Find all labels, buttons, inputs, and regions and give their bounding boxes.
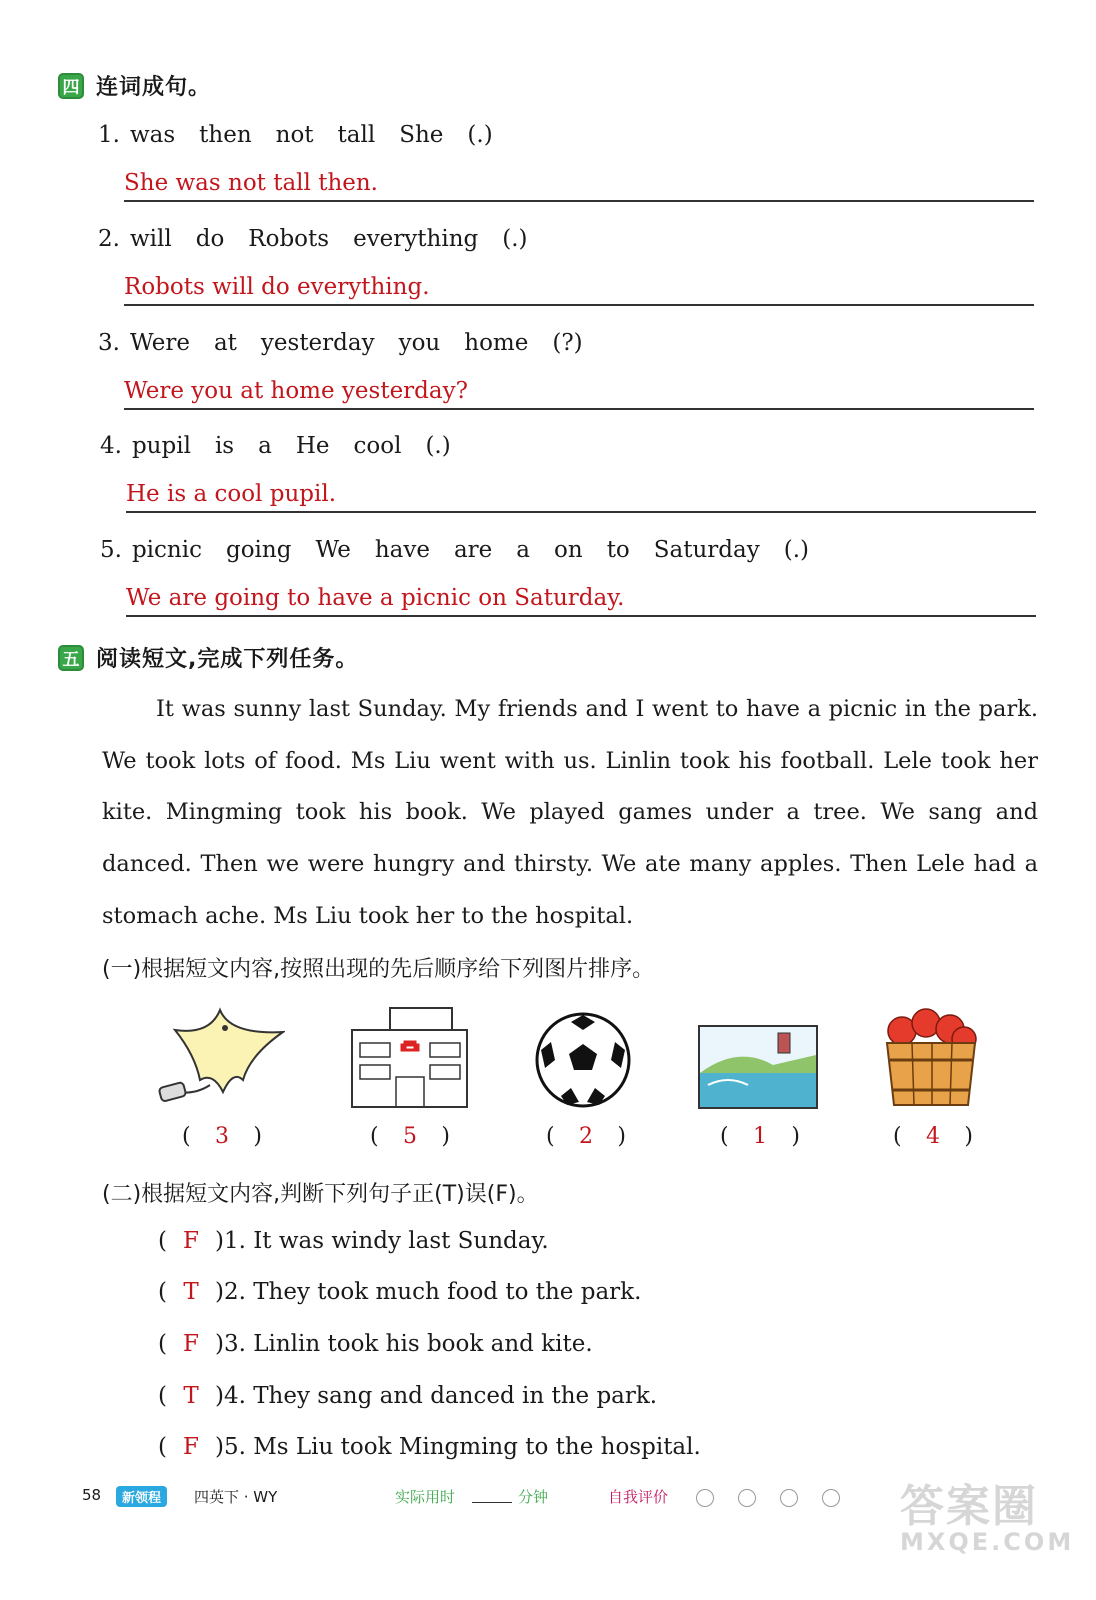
open-paren: ( <box>182 1124 191 1149</box>
face-icon[interactable] <box>738 1489 756 1507</box>
answer-text: He is a cool pupil. <box>126 481 336 507</box>
answer-line[interactable] <box>124 376 1034 410</box>
close-paren: ) <box>964 1124 973 1149</box>
question-number: 2. <box>98 226 120 252</box>
order-value: 2 <box>579 1124 593 1149</box>
scrambled-word: then <box>199 122 252 148</box>
scrambled-word: (.) <box>425 433 451 459</box>
scrambled-word: Robots <box>248 226 330 252</box>
open-paren: ( <box>370 1124 379 1149</box>
scrambled-word: tall <box>337 122 376 148</box>
apples-icon <box>882 1005 980 1109</box>
close-paren: ) <box>791 1124 800 1149</box>
scrambled-word: cool <box>353 433 402 459</box>
open-paren: ( <box>158 1434 167 1460</box>
scrambled-word: to <box>606 537 630 563</box>
scrambled-word: will <box>129 226 172 252</box>
football-icon <box>533 1012 633 1108</box>
scrambled-word: yesterday <box>260 330 375 356</box>
face-icon[interactable] <box>696 1489 714 1507</box>
answer-text: Robots will do everything. <box>124 274 430 300</box>
section4-title: 连词成句。 <box>96 75 212 100</box>
true-false-item <box>158 1434 701 1460</box>
picture-order-blank[interactable] <box>546 1124 626 1149</box>
scrambled-word: on <box>554 537 583 563</box>
scrambled-word: is <box>214 433 235 459</box>
part2-title: (二)根据短文内容,判断下列句子正(T)误(F)。 <box>102 1182 539 1207</box>
section4-header <box>58 70 211 101</box>
answer-text: She was not tall then. <box>124 170 378 196</box>
picture-order-blank[interactable] <box>370 1124 450 1149</box>
order-value: 1 <box>753 1124 767 1149</box>
question-row <box>98 226 528 252</box>
scrambled-word: He <box>295 433 330 459</box>
scrambled-word: home <box>464 330 529 356</box>
question-row <box>100 433 451 459</box>
open-paren: ( <box>158 1279 167 1305</box>
scrambled-word: at <box>213 330 237 356</box>
scrambled-word: Were <box>129 330 190 356</box>
tf-answer[interactable]: T <box>183 1279 199 1305</box>
question-number: 4. <box>100 433 122 459</box>
tf-statement: )1. It was windy last Sunday. <box>214 1228 549 1254</box>
scrambled-word: do <box>195 226 225 252</box>
face-icon[interactable] <box>780 1489 798 1507</box>
question-number: 3. <box>98 330 120 356</box>
open-paren: ( <box>720 1124 729 1149</box>
answer-text: Were you at home yesterday? <box>124 378 468 404</box>
time-label: 实际用时 <box>395 1488 456 1506</box>
true-false-item <box>158 1279 641 1305</box>
tf-statement: )3. Linlin took his book and kite. <box>214 1331 593 1357</box>
tf-answer[interactable]: T <box>183 1383 199 1409</box>
section5-title: 阅读短文,完成下列任务。 <box>96 647 359 672</box>
picture-order-blank[interactable] <box>182 1124 262 1149</box>
question-row <box>98 330 583 356</box>
order-value: 3 <box>215 1124 229 1149</box>
open-paren: ( <box>158 1383 167 1409</box>
open-paren: ( <box>893 1124 902 1149</box>
true-false-item <box>158 1331 593 1357</box>
answer-line[interactable] <box>126 583 1036 617</box>
eval-faces[interactable] <box>696 1488 864 1507</box>
section4-badge: 四 <box>58 73 84 99</box>
close-paren: ) <box>253 1124 262 1149</box>
tf-answer[interactable]: F <box>183 1331 199 1357</box>
section5-header <box>58 642 358 673</box>
answer-text: We are going to have a picnic on Saturday. <box>126 585 625 611</box>
open-paren: ( <box>546 1124 555 1149</box>
scrambled-word: (?) <box>552 330 583 356</box>
scrambled-word: have <box>374 537 430 563</box>
scrambled-word: you <box>398 330 441 356</box>
answer-line[interactable] <box>126 479 1036 513</box>
close-paren: ) <box>441 1124 450 1149</box>
scrambled-word: Saturday <box>653 537 760 563</box>
reading-passage: It was sunny last Sunday. My friends and I went to have a picnic in the park. We took lots of food. Ms Liu went with us. Linlin took his football. Lele took her kite. Mingming took his book. We played games under a tree. We sang and danced. Then we were hungry and thirsty. We ate many apples. Then Lele had a stomach ache. Ms Liu took her to the hospital. <box>102 696 1038 929</box>
true-false-item <box>158 1383 657 1409</box>
scrambled-word: (.) <box>502 226 528 252</box>
picture-order-blank[interactable] <box>720 1124 800 1149</box>
page-number: 58 <box>82 1486 102 1504</box>
park-icon <box>698 1025 818 1109</box>
scrambled-word: picnic <box>131 537 202 563</box>
face-icon[interactable] <box>822 1489 840 1507</box>
scrambled-word: (.) <box>467 122 493 148</box>
book-label: 四英下 · WY <box>194 1488 278 1506</box>
open-paren: ( <box>158 1228 167 1254</box>
scrambled-word: going <box>225 537 292 563</box>
question-number: 5. <box>100 537 122 563</box>
kite-icon <box>155 1000 285 1110</box>
tf-answer[interactable]: F <box>183 1228 199 1254</box>
tf-statement: )4. They sang and danced in the park. <box>214 1383 658 1409</box>
tf-statement: )5. Ms Liu took Mingming to the hospital. <box>214 1434 701 1460</box>
question-row <box>100 537 809 563</box>
scrambled-word: everything <box>353 226 479 252</box>
eval-label: 自我评价 <box>608 1488 669 1506</box>
true-false-item <box>158 1228 549 1254</box>
order-value: 5 <box>403 1124 417 1149</box>
hospital-icon <box>350 1005 470 1110</box>
scrambled-word: a <box>516 537 531 563</box>
scrambled-word: pupil <box>131 433 191 459</box>
open-paren: ( <box>158 1331 167 1357</box>
scrambled-word: was <box>129 122 176 148</box>
question-row <box>98 122 493 148</box>
picture-order-blank[interactable] <box>893 1124 973 1149</box>
close-paren: ) <box>617 1124 626 1149</box>
question-number: 1. <box>98 122 120 148</box>
tf-statement: )2. They took much food to the park. <box>214 1279 642 1305</box>
time-blank[interactable] <box>472 1502 512 1503</box>
scrambled-word: not <box>275 122 314 148</box>
scrambled-word: are <box>453 537 493 563</box>
answer-line[interactable] <box>124 168 1034 202</box>
watermark: 答案圈 MXQE.COM <box>900 1481 1075 1556</box>
tf-answer[interactable]: F <box>183 1434 199 1460</box>
section5-badge: 五 <box>58 645 84 671</box>
part1-title: (一)根据短文内容,按照出现的先后顺序给下列图片排序。 <box>102 957 655 982</box>
scrambled-word: She <box>399 122 444 148</box>
order-value: 4 <box>926 1124 940 1149</box>
brand-badge: 新领程 <box>116 1486 167 1507</box>
scrambled-word: (.) <box>783 537 809 563</box>
time-unit: 分钟 <box>518 1488 549 1506</box>
answer-line[interactable] <box>124 272 1034 306</box>
scrambled-word: We <box>315 537 351 563</box>
scrambled-word: a <box>258 433 272 459</box>
